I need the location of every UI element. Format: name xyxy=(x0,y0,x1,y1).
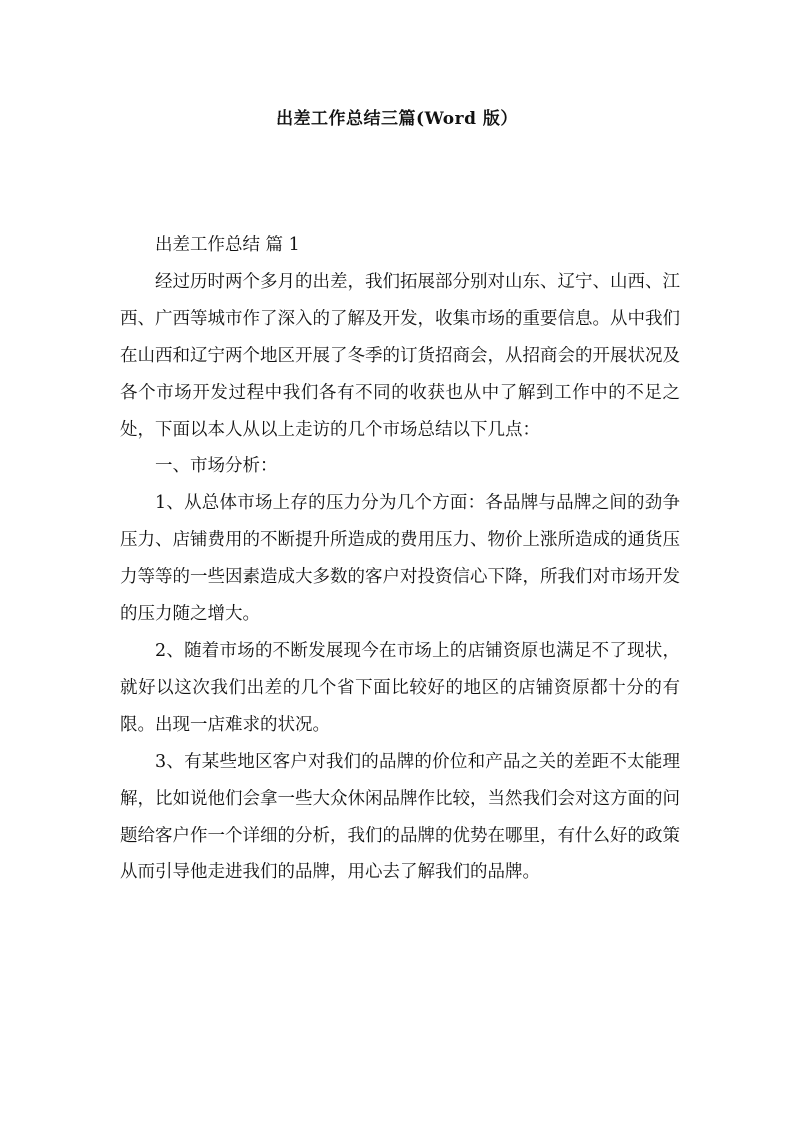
intro-paragraph: 经过历时两个多月的出差，我们拓展部分别对山东、辽宁、山西、江西、广西等城市作了深入的了解及开发，收集市场的重要信息。从中我们在山西和辽宁两个地区开展了冬季的订货招商会，从招商会的开展状况及各个市场开发过程中我们各有不同的收获也从中了解到工作中的不足之处，下面以本人从以上走访的几个市场总结以下几点： xyxy=(120,271,680,440)
body-paragraph: 2、随着市场的不断发展现今在市场上的店铺资原也满足不了现状，就好以这次我们出差的几个省下面比较好的地区的店铺资原都十分的有限。出现一店难求的状况。 xyxy=(120,640,680,735)
subsection-heading: 一、市场分析： xyxy=(155,456,278,477)
document-body xyxy=(120,227,680,891)
section-heading: 出差工作总结 篇 1 xyxy=(155,235,300,255)
body-paragraph: 3、有某些地区客户对我们的品牌的价位和产品之关的差距不太能理解，比如说他们会拿一些大众休闲品牌作比较，当然我们会对这方面的问题给客户作一个详细的分析，我们的品牌的优势在哪里，有什么好的政策从而引导他走进我们的品牌，用心去了解我们的品牌。 xyxy=(120,751,680,883)
document-title: 出差工作总结三篇(Word 版） xyxy=(276,109,518,129)
body-paragraph: 1、从总体市场上存的压力分为几个方面：各品牌与品牌之间的劲争压力、店铺费用的不断提升所造成的费用压力、物价上涨所造成的通货压力等等的一些因素造成大多数的客户对投资信心下降，所我们对市场开发的压力随之增大。 xyxy=(120,493,680,625)
